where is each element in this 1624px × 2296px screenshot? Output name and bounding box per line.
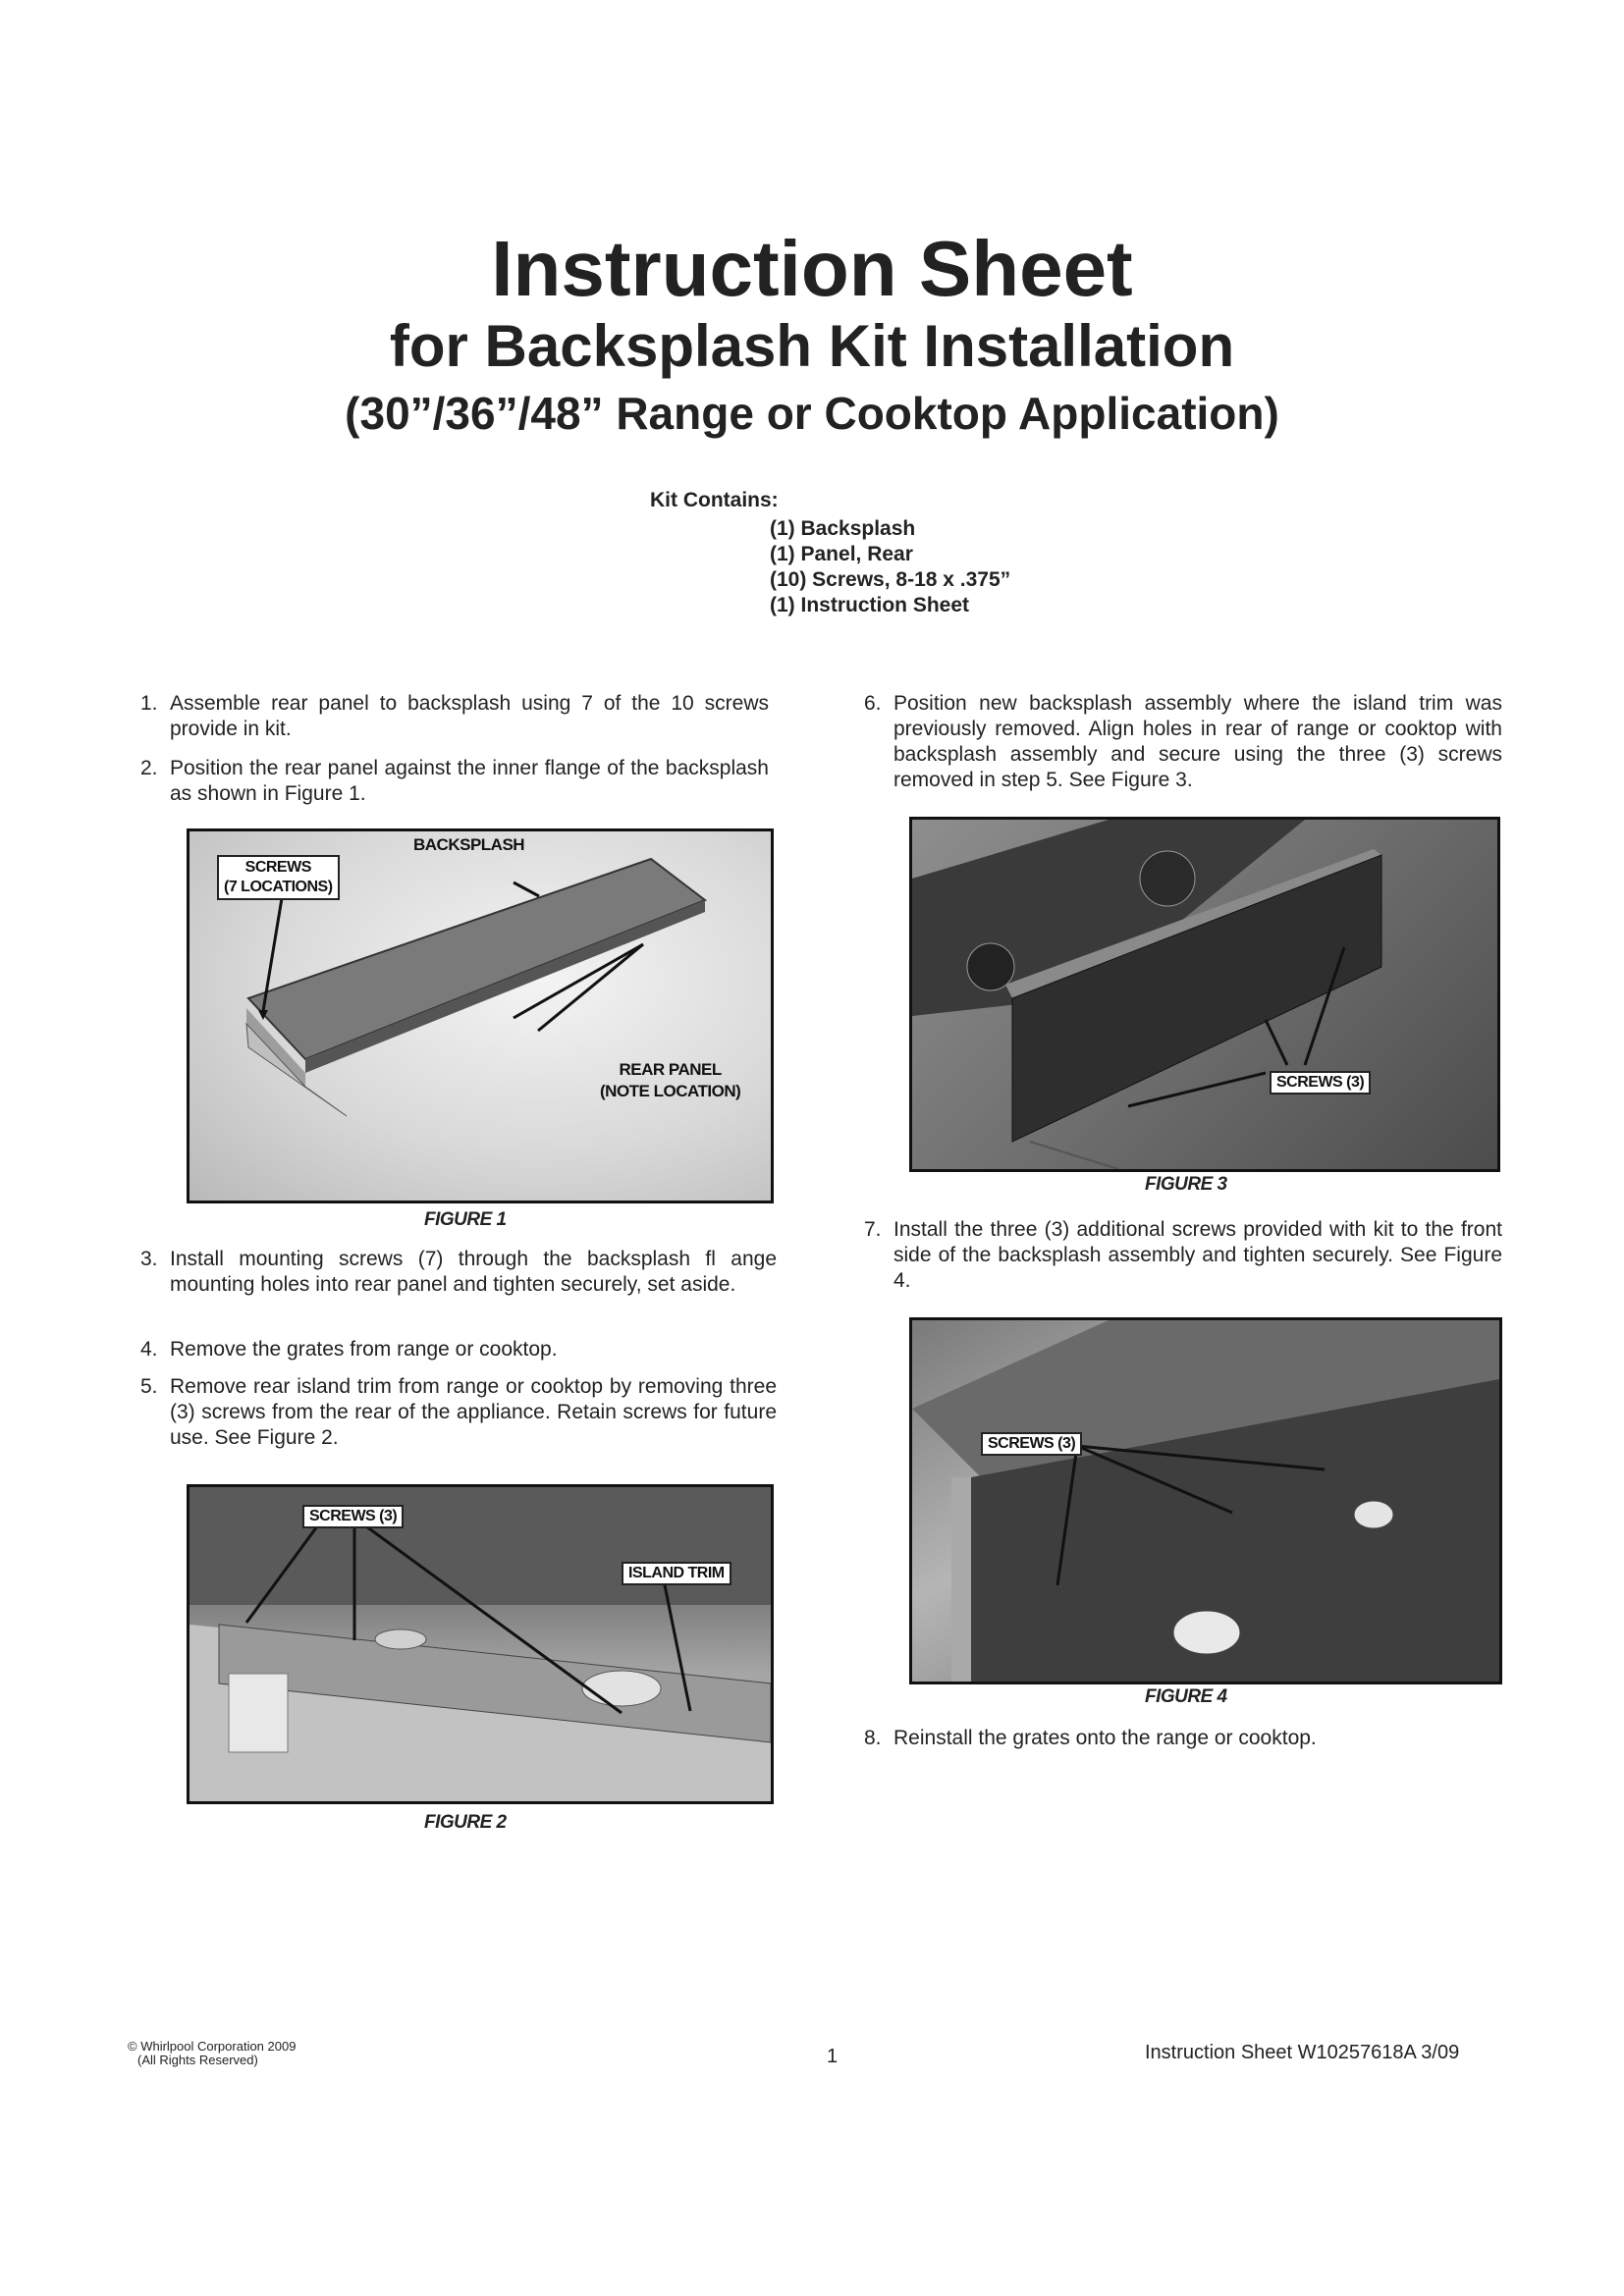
step-text: Reinstall the grates onto the range or cooktop. — [893, 1727, 1317, 1749]
step-number: 3. — [140, 1248, 158, 1270]
step-8 — [864, 1726, 1502, 1751]
step-text: Remove rear island trim from range or cooktop by removing three (3) screws from the rear of the appliance. Retain screws for future use. See Figure 2. — [170, 1375, 777, 1449]
figure-4-caption: FIGURE 4 — [1145, 1686, 1227, 1707]
figure-1-caption: FIGURE 1 — [424, 1209, 507, 1230]
step-text: Install the three (3) additional screws provided with kit to the front side of the backsplash assembly and tighten securely. See Figure 4. — [893, 1218, 1502, 1292]
backsplash-label: BACKSPLASH — [413, 835, 525, 854]
kit-item: (1) Panel, Rear — [770, 543, 913, 565]
screws-label-line: (7 LOCATIONS) — [224, 879, 333, 895]
copyright-line: © Whirlpool Corporation 2009 — [128, 2039, 297, 2054]
figure-3-photo — [909, 817, 1500, 1172]
screws-label: SCREWS (3) — [302, 1505, 404, 1528]
figure-1-photo — [187, 828, 774, 1203]
screws-label — [217, 855, 340, 900]
step-3 — [140, 1247, 777, 1298]
copyright — [128, 2040, 296, 2067]
step-number: 2. — [140, 757, 158, 779]
step-number: 6. — [864, 692, 882, 715]
step-number: 5. — [140, 1375, 158, 1398]
step-text: Position new backsplash assembly where the island trim was previously removed. Align holes in rear of range or cooktop with backsplash assembly and secure using the three (3) screws removed in step 5. See Figure 3. — [893, 692, 1502, 791]
document-id: Instruction Sheet W10257618A 3/09 — [1145, 2042, 1460, 2063]
screws-label: SCREWS (3) — [1270, 1071, 1371, 1095]
kit-item: (1) Backsplash — [770, 517, 916, 540]
kit-item: (10) Screws, 8-18 x .375” — [770, 568, 1011, 591]
screws-label-line: SCREWS — [244, 859, 311, 876]
kit-heading: Kit Contains: — [650, 489, 779, 511]
step-1 — [140, 691, 769, 742]
figure-3-caption: FIGURE 3 — [1145, 1174, 1227, 1195]
figure-4-photo — [909, 1317, 1502, 1684]
step-5 — [140, 1374, 777, 1451]
step-number: 1. — [140, 692, 158, 715]
kit-item: (1) Instruction Sheet — [770, 594, 970, 616]
figure-2-photo — [187, 1484, 774, 1804]
step-2 — [140, 756, 769, 807]
kit-list — [770, 516, 1010, 618]
page-title: Instruction Sheet — [491, 225, 1133, 312]
screws-label: SCREWS (3) — [981, 1432, 1082, 1456]
step-6 — [864, 691, 1502, 793]
page-subtitle: for Backsplash Kit Installation — [389, 313, 1235, 379]
step-number: 8. — [864, 1727, 882, 1749]
step-number: 7. — [864, 1218, 882, 1241]
step-text: Remove the grates from range or cooktop. — [170, 1338, 558, 1361]
rear-panel-label — [600, 1059, 740, 1102]
figure-2-caption: FIGURE 2 — [424, 1812, 507, 1833]
step-7 — [864, 1217, 1502, 1294]
step-text: Install mounting screws (7) through the backsplash fl ange mounting holes into rear panel and tighten securely, set aside. — [170, 1248, 777, 1296]
step-number: 4. — [140, 1338, 158, 1361]
page-number: 1 — [827, 2046, 839, 2067]
rear-panel-label-line: (NOTE LOCATION) — [600, 1082, 741, 1100]
application-line: (30”/36”/48” Range or Cooktop Application) — [345, 388, 1279, 439]
island-trim-label: ISLAND TRIM — [622, 1562, 731, 1585]
step-text: Assemble rear panel to backsplash using 7 of the 10 screws provide in kit. — [170, 692, 769, 740]
step-text: Position the rear panel against the inner flange of the backsplash as shown in Figure 1. — [170, 757, 769, 805]
copyright-line: (All Rights Reserved) — [137, 2053, 258, 2067]
step-4 — [140, 1337, 777, 1362]
rear-panel-label-line: REAR PANEL — [619, 1060, 722, 1079]
